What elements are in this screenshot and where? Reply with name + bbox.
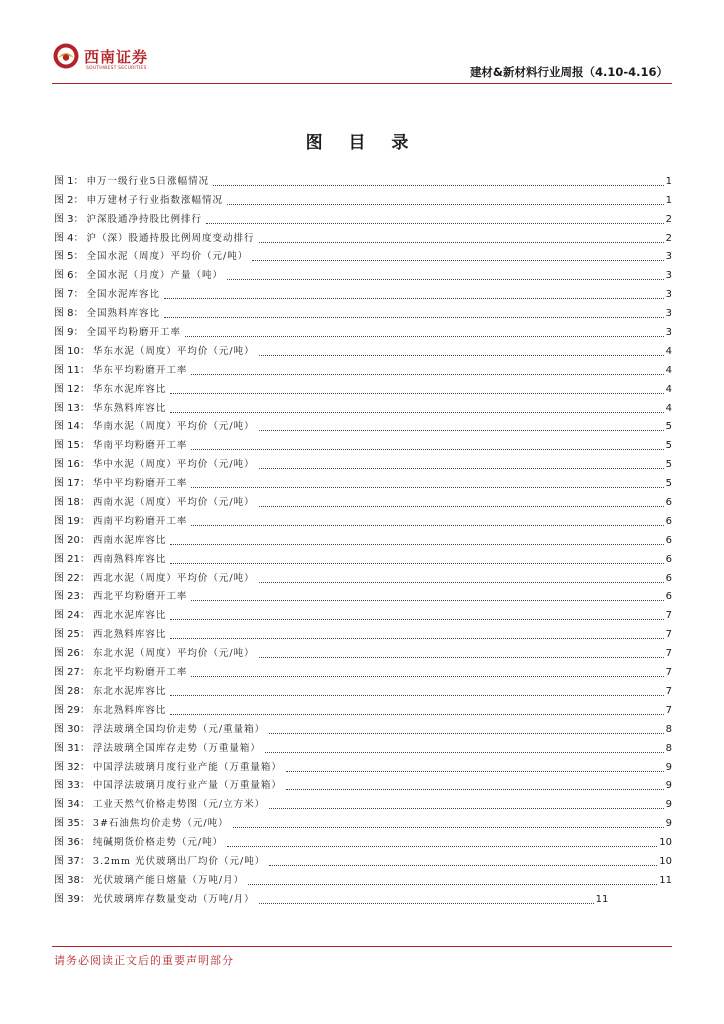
- toc-entry-label: 图 37：: [54, 855, 90, 867]
- toc-entry-title: 华东熟料库容比: [92, 402, 167, 414]
- toc-entry-page: 2: [665, 213, 672, 225]
- toc-leader-dots: [259, 657, 664, 658]
- toc-entry-title: 浮法玻璃全国均价走势（元/重量箱）: [92, 723, 266, 735]
- toc-entry-title: 中国浮法玻璃月度行业产量（万重量箱）: [92, 780, 282, 792]
- toc-entry-page: 6: [665, 515, 672, 527]
- toc-leader-dots: [269, 733, 664, 734]
- toc-entry-page: 5: [665, 440, 672, 452]
- toc-entry[interactable]: [54, 641, 672, 660]
- toc-entry-label: 图 39：: [54, 893, 90, 905]
- toc-entry-title: 光伏玻璃库存数量变动（万吨/月）: [92, 893, 255, 905]
- toc-leader-dots: [170, 695, 663, 696]
- toc-leader-dots: [286, 771, 664, 772]
- header-divider: [52, 83, 672, 84]
- toc-entry[interactable]: [54, 415, 672, 434]
- toc-leader-dots: [259, 903, 594, 904]
- toc-entry-title: 沪（深）股通持股比例周度变动排行: [86, 232, 255, 244]
- toc-entry[interactable]: [54, 622, 672, 641]
- toc-entry-label: 图 23：: [54, 591, 90, 603]
- toc-entry[interactable]: [54, 547, 672, 566]
- toc-entry-title: 西北水泥库容比: [92, 610, 167, 622]
- toc-entry-page: 9: [665, 780, 672, 792]
- toc-entry[interactable]: [54, 755, 672, 774]
- toc-entry-page: 6: [665, 497, 672, 509]
- toc-entry-page: 6: [665, 553, 672, 565]
- toc-entry-label: 图 14：: [54, 421, 90, 433]
- toc-entry-label: 图 21：: [54, 553, 90, 565]
- company-logo: [52, 42, 152, 76]
- toc-entry-title: 东北平均粉磨开工率: [92, 667, 188, 679]
- toc-entry-title: 西南平均粉磨开工率: [92, 515, 188, 527]
- toc-entry[interactable]: [54, 887, 672, 906]
- toc-entry[interactable]: [54, 245, 672, 264]
- toc-entry-title: 申万建材子行业指数涨幅情况: [86, 194, 224, 206]
- toc-entry-label: 图 5：: [54, 251, 84, 263]
- toc-entry[interactable]: [54, 717, 672, 736]
- toc-entry[interactable]: [54, 679, 672, 698]
- toc-leader-dots: [170, 544, 663, 545]
- toc-entry-title: 东北水泥库容比: [92, 685, 167, 697]
- toc-entry-page: 3: [665, 251, 672, 263]
- toc-heading: 图 目 录: [305, 133, 419, 153]
- toc-entry-label: 图 12：: [54, 383, 90, 395]
- toc-entry-title: 光伏玻璃产能日熔量（万吨/月）: [92, 874, 245, 886]
- toc-entry[interactable]: [54, 226, 672, 245]
- toc-entry-title: 3#石油焦均价走势（元/吨）: [92, 818, 229, 830]
- toc-entry-label: 图 36：: [54, 837, 90, 849]
- toc-entry[interactable]: [54, 792, 672, 811]
- toc-leader-dots: [164, 317, 664, 318]
- toc-entry-title: 西南水泥库容比: [92, 534, 167, 546]
- toc-entry-label: 图 38：: [54, 874, 90, 886]
- toc-entry-page: 7: [665, 667, 672, 679]
- toc-leader-dots: [170, 412, 663, 413]
- toc-entry-page: 11: [595, 893, 609, 905]
- toc-leader-dots: [227, 846, 657, 847]
- toc-entry-label: 图 1：: [54, 175, 84, 187]
- footer-divider: [52, 946, 672, 947]
- toc-entry-label: 图 8：: [54, 308, 84, 320]
- toc-leader-dots: [191, 676, 663, 677]
- toc-entry-page: 3: [665, 308, 672, 320]
- toc-leader-dots: [170, 714, 663, 715]
- toc-entry-page: 4: [665, 364, 672, 376]
- toc-entry-title: 中国浮法玻璃月度行业产能（万重量箱）: [92, 761, 282, 773]
- toc-entry-page: 9: [665, 818, 672, 830]
- toc-entry[interactable]: [54, 471, 672, 490]
- toc-entry-page: 6: [665, 572, 672, 584]
- toc-entry[interactable]: [54, 585, 672, 604]
- toc-entry[interactable]: [54, 490, 672, 509]
- toc-entry-label: 图 4：: [54, 232, 84, 244]
- toc-leader-dots: [259, 430, 664, 431]
- toc-entry-title: 全国水泥库容比: [86, 289, 161, 301]
- toc-entry-title: 全国水泥（月度）产量（吨）: [86, 270, 224, 282]
- toc-leader-dots: [269, 865, 657, 866]
- toc-entry[interactable]: [54, 282, 672, 301]
- toc-leader-dots: [233, 827, 664, 828]
- toc-entry-label: 图 16：: [54, 459, 90, 471]
- toc-entry-label: 图 22：: [54, 572, 90, 584]
- toc-entry-page: 1: [665, 194, 672, 206]
- toc-entry-label: 图 27：: [54, 667, 90, 679]
- toc-entry-page: 1: [665, 175, 672, 187]
- toc-entry-page: 9: [665, 761, 672, 773]
- logo-emblem-icon: [52, 42, 80, 70]
- toc-entry[interactable]: [54, 774, 672, 793]
- toc-entry-label: 图 20：: [54, 534, 90, 546]
- toc-entry-title: 华东水泥库容比: [92, 383, 167, 395]
- toc-leader-dots: [191, 525, 663, 526]
- logo-text-en: SOUTHWEST SECURITIES: [86, 66, 147, 71]
- toc-entry-page: 4: [665, 402, 672, 414]
- toc-leader-dots: [286, 789, 664, 790]
- toc-entry-title: 东北水泥（周度）平均价（元/吨）: [92, 648, 255, 660]
- toc-leader-dots: [252, 260, 663, 261]
- toc-entry-page: 4: [665, 345, 672, 357]
- toc-entry[interactable]: [54, 868, 672, 887]
- toc-leader-dots: [191, 449, 663, 450]
- toc-entry[interactable]: [54, 188, 672, 207]
- toc-leader-dots: [269, 808, 664, 809]
- toc-entry-page: 8: [665, 723, 672, 735]
- toc-entry-page: 6: [665, 534, 672, 546]
- toc-entry-page: 7: [665, 629, 672, 641]
- toc-entry-title: 华东平均粉磨开工率: [92, 364, 188, 376]
- toc-entry[interactable]: [54, 339, 672, 358]
- toc-leader-dots: [227, 279, 664, 280]
- toc-entry-title: 西北熟料库容比: [92, 629, 167, 641]
- toc-entry-page: 3: [665, 327, 672, 339]
- toc-entry-page: 5: [665, 478, 672, 490]
- toc-entry-label: 图 29：: [54, 704, 90, 716]
- toc-entry[interactable]: [54, 528, 672, 547]
- toc-entry-title: 华南水泥（周度）平均价（元/吨）: [92, 421, 255, 433]
- toc-entry-label: 图 6：: [54, 270, 84, 282]
- toc-leader-dots: [259, 355, 664, 356]
- toc-leader-dots: [191, 374, 663, 375]
- toc-entry-title: 全国平均粉磨开工率: [86, 327, 182, 339]
- toc-leader-dots: [259, 582, 664, 583]
- toc-entry[interactable]: [54, 377, 672, 396]
- toc-leader-dots: [265, 752, 664, 753]
- toc-entry[interactable]: [54, 566, 672, 585]
- toc-entry-title: 3.2mm 光伏玻璃出厂均价（元/吨）: [92, 855, 266, 867]
- toc-entry-label: 图 26：: [54, 648, 90, 660]
- toc-entry-page: 6: [665, 591, 672, 603]
- toc-entry-page: 11: [659, 874, 672, 886]
- toc-entry-label: 图 31：: [54, 742, 90, 754]
- toc-entry-label: 图 11：: [54, 364, 90, 376]
- toc-entry-page: 10: [659, 837, 672, 849]
- toc-leader-dots: [248, 884, 657, 885]
- toc-entry[interactable]: [54, 509, 672, 528]
- figure-table-of-contents: [54, 169, 672, 906]
- report-title: 建材&新材料行业周报（4.10-4.16）: [469, 65, 668, 79]
- toc-leader-dots: [170, 638, 663, 639]
- toc-entry-label: 图 10：: [54, 345, 90, 357]
- toc-entry[interactable]: [54, 452, 672, 471]
- toc-entry-label: 图 30：: [54, 723, 90, 735]
- toc-entry[interactable]: [54, 811, 672, 830]
- toc-entry-label: 图 34：: [54, 799, 90, 811]
- toc-leader-dots: [206, 223, 664, 224]
- toc-entry-title: 全国水泥（周度）平均价（元/吨）: [86, 251, 249, 263]
- toc-entry-title: 东北熟料库容比: [92, 704, 167, 716]
- toc-entry[interactable]: [54, 207, 672, 226]
- toc-entry-label: 图 2：: [54, 194, 84, 206]
- toc-entry[interactable]: [54, 849, 672, 868]
- toc-entry-title: 浮法玻璃全国库存走势（万重量箱）: [92, 742, 261, 754]
- toc-entry-page: 7: [665, 685, 672, 697]
- toc-entry-title: 纯碱期货价格走势（元/吨）: [92, 837, 224, 849]
- toc-entry[interactable]: [54, 830, 672, 849]
- toc-leader-dots: [213, 185, 664, 186]
- toc-entry-page: 4: [665, 383, 672, 395]
- toc-entry[interactable]: [54, 301, 672, 320]
- toc-entry-page: 7: [665, 610, 672, 622]
- toc-leader-dots: [259, 468, 664, 469]
- toc-entry[interactable]: [54, 433, 672, 452]
- toc-entry-label: 图 17：: [54, 478, 90, 490]
- toc-leader-dots: [185, 336, 664, 337]
- toc-entry[interactable]: [54, 603, 672, 622]
- toc-entry-title: 西南熟料库容比: [92, 553, 167, 565]
- toc-entry-page: 8: [665, 742, 672, 754]
- toc-leader-dots: [259, 242, 664, 243]
- page-header: [0, 0, 724, 90]
- toc-entry[interactable]: [54, 660, 672, 679]
- toc-entry-label: 图 19：: [54, 515, 90, 527]
- toc-leader-dots: [170, 563, 663, 564]
- toc-leader-dots: [227, 204, 664, 205]
- toc-entry-title: 西南水泥（周度）平均价（元/吨）: [92, 497, 255, 509]
- toc-leader-dots: [170, 393, 663, 394]
- toc-entry-label: 图 18：: [54, 497, 90, 509]
- toc-entry-label: 图 35：: [54, 818, 90, 830]
- toc-leader-dots: [191, 600, 663, 601]
- toc-entry-label: 图 7：: [54, 289, 84, 301]
- toc-entry-label: 图 15：: [54, 440, 90, 452]
- toc-entry-label: 图 33：: [54, 780, 90, 792]
- toc-leader-dots: [170, 619, 663, 620]
- toc-entry[interactable]: [54, 263, 672, 282]
- toc-entry-title: 华东水泥（周度）平均价（元/吨）: [92, 345, 255, 357]
- toc-entry[interactable]: [54, 736, 672, 755]
- toc-entry-page: 2: [665, 232, 672, 244]
- toc-entry[interactable]: [54, 358, 672, 377]
- toc-entry-label: 图 25：: [54, 629, 90, 641]
- toc-entry-page: 3: [665, 289, 672, 301]
- toc-entry-page: 3: [665, 270, 672, 282]
- toc-entry-title: 沪深股通净持股比例排行: [86, 213, 203, 225]
- toc-entry[interactable]: [54, 396, 672, 415]
- toc-entry[interactable]: [54, 169, 672, 188]
- footer-disclaimer: 请务必阅读正文后的重要声明部分: [54, 954, 234, 967]
- toc-entry-title: 西北水泥（周度）平均价（元/吨）: [92, 572, 255, 584]
- toc-entry-title: 工业天然气价格走势图（元/立方米）: [92, 799, 266, 811]
- toc-entry-page: 9: [665, 799, 672, 811]
- toc-entry-label: 图 9：: [54, 327, 84, 339]
- toc-entry-title: 华南平均粉磨开工率: [92, 440, 188, 452]
- toc-entry[interactable]: [54, 698, 672, 717]
- logo-text-cn: 西南证券: [84, 48, 149, 66]
- toc-leader-dots: [191, 487, 663, 488]
- toc-entry-title: 全国熟料库容比: [86, 308, 161, 320]
- toc-entry-label: 图 24：: [54, 610, 90, 622]
- toc-entry-label: 图 28：: [54, 685, 90, 697]
- toc-entry-label: 图 3：: [54, 213, 84, 225]
- toc-entry-page: 7: [665, 704, 672, 716]
- toc-entry-title: 申万一级行业5日涨幅情况: [86, 175, 210, 187]
- toc-entry-page: 5: [665, 459, 672, 471]
- toc-entry[interactable]: [54, 320, 672, 339]
- toc-entry-page: 5: [665, 421, 672, 433]
- toc-entry-title: 华中水泥（周度）平均价（元/吨）: [92, 459, 255, 471]
- toc-entry-label: 图 13：: [54, 402, 90, 414]
- toc-entry-page: 10: [659, 855, 672, 867]
- toc-entry-page: 7: [665, 648, 672, 660]
- toc-entry-title: 华中平均粉磨开工率: [92, 478, 188, 490]
- toc-leader-dots: [259, 506, 664, 507]
- toc-entry-title: 西北平均粉磨开工率: [92, 591, 188, 603]
- toc-entry-label: 图 32：: [54, 761, 90, 773]
- toc-leader-dots: [164, 298, 664, 299]
